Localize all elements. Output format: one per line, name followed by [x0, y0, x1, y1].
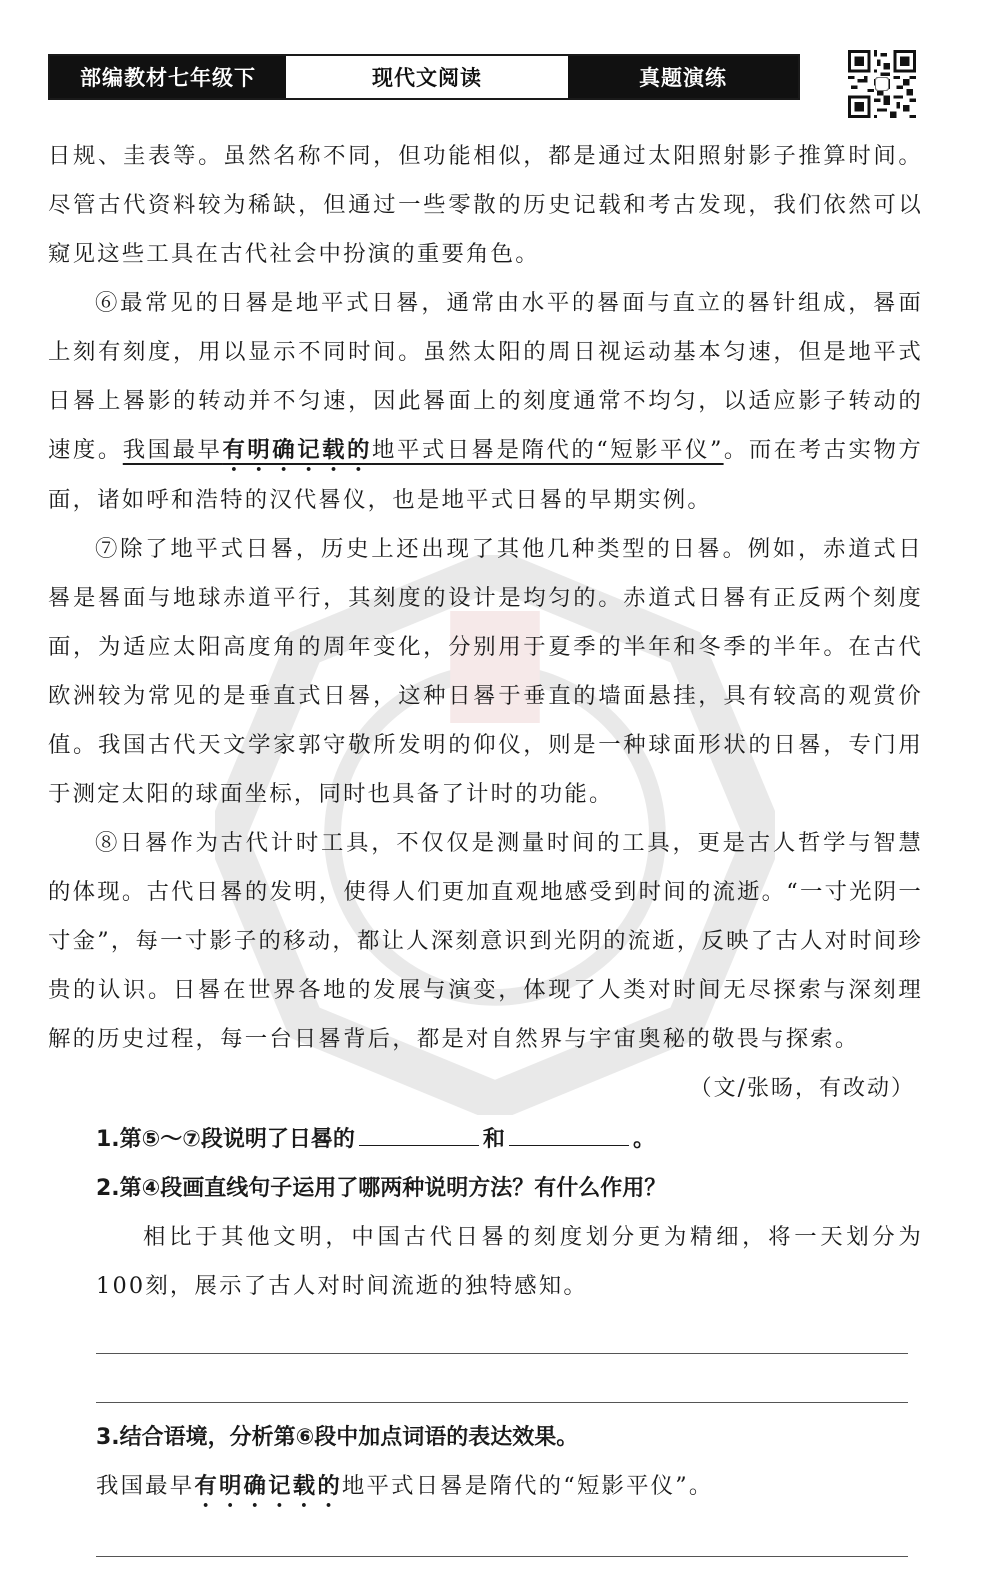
answer-blank-2[interactable] [509, 1123, 629, 1146]
question-2-quote: 相比于其他文明，中国古代日晷的刻度划分更为精细，将一天划分为100刻，展示了古人对时间流逝的独特感知。 [96, 1224, 923, 1299]
question-1-end: 。 [632, 1127, 655, 1152]
header-subject: 现代文阅读 [286, 56, 568, 98]
question-3-dotted-words: 有明确记载的 [194, 1473, 342, 1499]
question-3-quote-a: 我国最早 [96, 1473, 195, 1499]
question-1 [48, 1115, 923, 1164]
answer-blank-1[interactable] [359, 1123, 479, 1146]
question-1-text: 1.第⑤～⑦段说明了日晷的 [96, 1127, 355, 1152]
question-3-quote-b: 地平式日晷是隋代的“短影平仪”。 [341, 1473, 714, 1499]
paragraph-8: ⑧日晷作为古代计时工具，不仅仅是测量时间的工具，更是古人哲学与智慧的体现。古代日晷的发明，使得人们更加直观地感受到时间的流逝。“一寸光阴一寸金”，每一寸影子的移动，都让人深刻意识到光阴的流逝，反映了古人对时间珍贵的认识。日晷在世界各地的发展与演变，体现了人类对时间无尽探索与深刻理解的历史过程，每一台日晷背后，都是对自然界与宇宙奥秘的敬畏与探索。 [48, 830, 923, 1052]
question-3: 3.结合语境，分析第⑥段中加点词语的表达效果。 [96, 1425, 579, 1450]
paragraph-6-text: ⑥最常见的日晷是地平式日晷，通常由水平的晷面与直立的晷针组成，晷面上刻有刻度，用以显示不同时间。虽然太阳的周日视运动基本匀速，但是地平式日晷上晷影的转动并不匀速，因此晷面上的刻度通常不均匀，以适应影子转动的速度。 [48, 290, 923, 463]
paragraph-6 [48, 279, 923, 525]
header-grade: 部编教材七年级下 [50, 56, 286, 98]
question-2: 2.第④段画直线句子运用了哪两种说明方法？有什么作用？ [96, 1176, 667, 1201]
header-section: 真题演练 [568, 56, 798, 98]
paragraph-continuation: 日规、圭表等。虽然名称不同，但功能相似，都是通过太阳照射影子推算时间。尽管古代资料较为稀缺，但通过一些零散的历史记载和考古发现，我们依然可以窥见这些工具在古代社会中扮演的重要角色。 [48, 143, 923, 267]
article-content [48, 132, 923, 1557]
qr-code-icon [848, 50, 916, 118]
underlined-part-1: 我国最早 [122, 437, 223, 463]
question-2-quote-block [48, 1213, 923, 1311]
question-3-quote [96, 1462, 923, 1512]
question-1-and: 和 [482, 1127, 505, 1152]
paragraph-6-end: 。而在考古实物方面，诸如呼和浩特的汉代晷仪，也是地平式日晷的早期实例。 [48, 437, 923, 513]
question-3-quote-block [48, 1462, 923, 1512]
dotted-words: 有明确记载的 [222, 437, 372, 463]
underlined-sentence [123, 437, 724, 463]
underlined-part-2: 地平式日晷是隋代的“短影平仪” [371, 437, 724, 463]
paragraph-7: ⑦除了地平式日晷，历史上还出现了其他几种类型的日晷。例如，赤道式日晷是晷面与地球赤道平行，其刻度的设计是均匀的。赤道式日晷有正反两个刻度面，为适应太阳高度角的周年变化，分别用于夏季的半年和冬季的半年。在古代欧洲较为常见的是垂直式日晷，这种日晷于垂直的墙面悬挂，具有较高的观赏价值。我国古代天文学家郭守敬所发明的仰仪，则是一种球面形状的日晷，专门用于测定太阳的球面坐标，同时也具备了计时的功能。 [48, 536, 923, 807]
header-bar [48, 54, 800, 100]
answer-line-3a[interactable] [96, 1556, 908, 1557]
article-source: （文/张旸，有改动） [689, 1076, 915, 1101]
